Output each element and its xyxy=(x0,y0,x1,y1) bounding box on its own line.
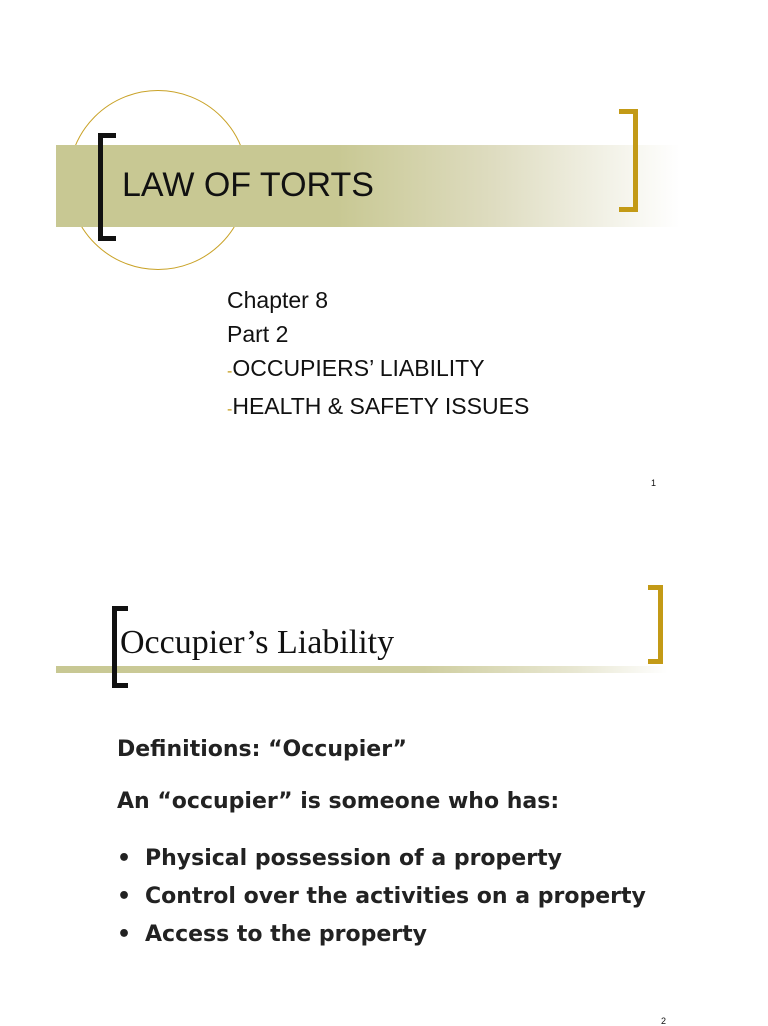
list-item xyxy=(117,920,657,950)
bullet-icon: • xyxy=(117,884,132,909)
dash-marker: - xyxy=(227,363,233,380)
bullet-icon: • xyxy=(117,922,132,947)
list-item-text: Physical possession of a property xyxy=(145,846,562,871)
part-label: Part 2 xyxy=(227,321,289,347)
definition-intro: An “occupier” is someone who has: xyxy=(117,789,560,814)
list-item-text: Control over the activities on a property xyxy=(145,884,646,909)
slide1-title: LAW OF TORTS xyxy=(122,166,374,204)
definition-heading: Definitions: “Occupier” xyxy=(117,737,407,762)
left-bracket-decoration xyxy=(98,133,116,241)
right-bracket-decoration xyxy=(619,109,638,212)
slide2-title: Occupier’s Liability xyxy=(120,624,395,661)
bullet-icon: • xyxy=(117,846,132,871)
dash-marker: - xyxy=(227,401,233,418)
list-item xyxy=(117,844,657,874)
list-item-text: Access to the property xyxy=(145,922,428,947)
topic-text: HEALTH & SAFETY ISSUES xyxy=(232,393,530,419)
title-underline-band xyxy=(56,666,668,673)
right-bracket-decoration xyxy=(648,585,663,664)
topic-item xyxy=(227,351,529,389)
definition-list xyxy=(117,844,657,958)
slide1-subtitle-block xyxy=(227,283,529,427)
topic-text: OCCUPIERS’ LIABILITY xyxy=(232,355,485,381)
topic-item xyxy=(227,389,529,427)
slide2-page-number: 2 xyxy=(661,1016,667,1026)
list-item xyxy=(117,882,657,912)
slide1-page-number: 1 xyxy=(651,478,657,488)
chapter-label: Chapter 8 xyxy=(227,287,329,313)
